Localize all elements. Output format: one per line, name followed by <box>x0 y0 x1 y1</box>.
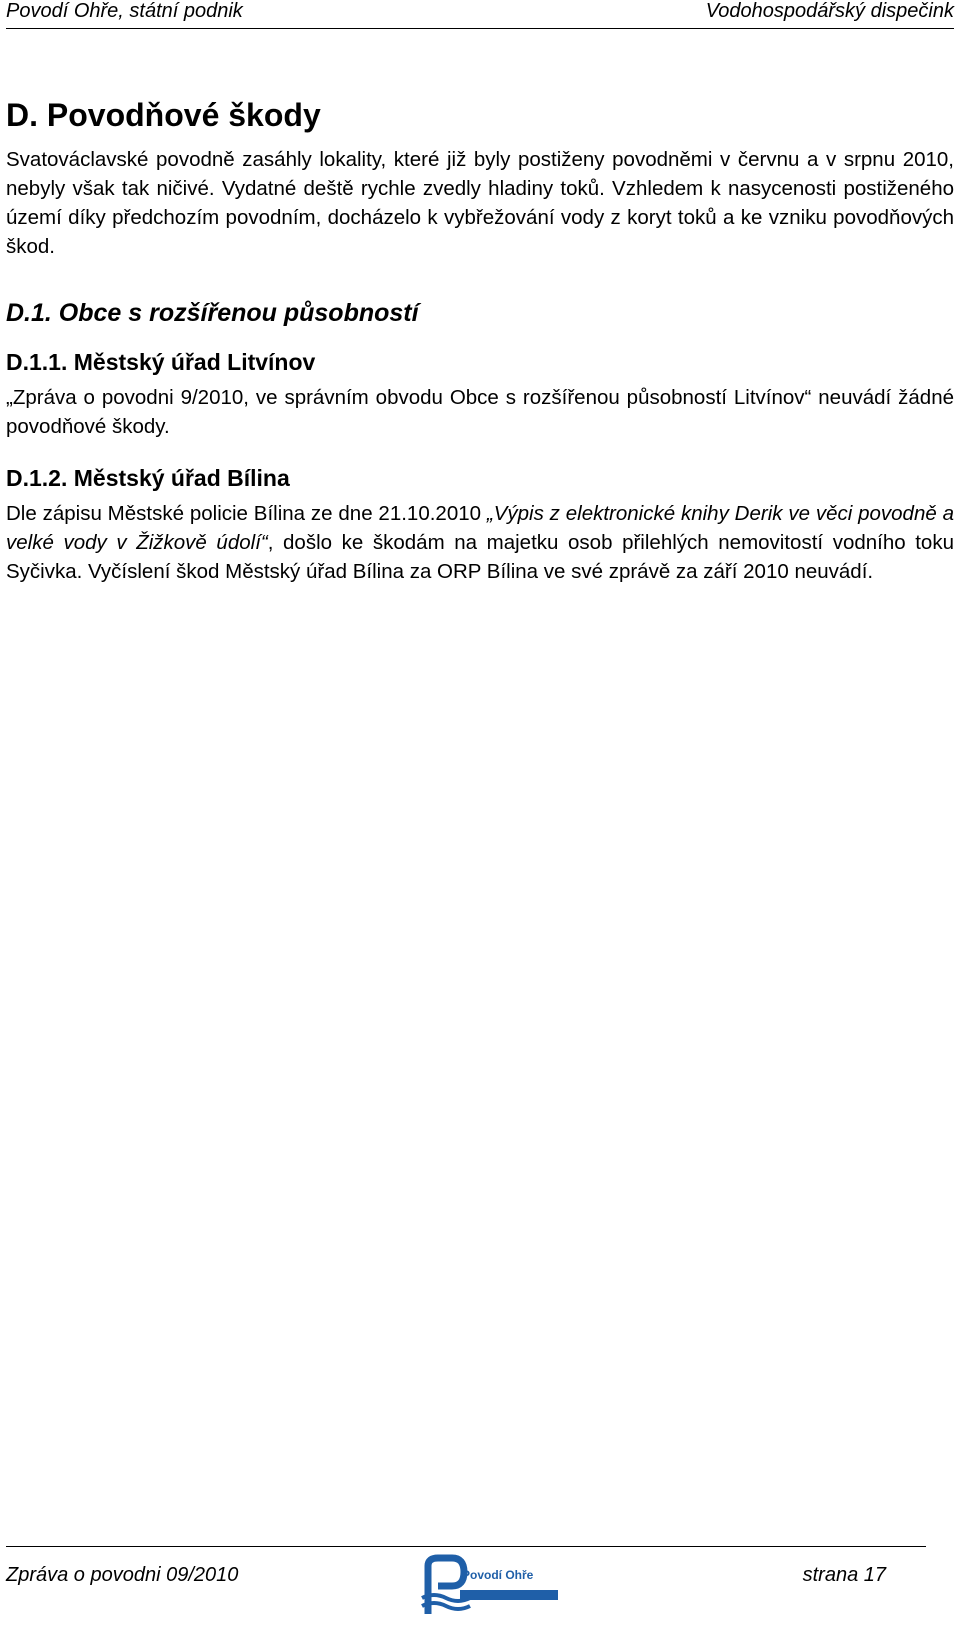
section-title: D. Povodňové škody <box>6 97 321 133</box>
section-intro: Svatováclavské povodně zasáhly lokality, které již byly postiženy povodněmi v červnu a v srpnu 2010, nebyly však tak ničivé. Vydatné deště rychle zvedly hladiny toků. Vzhledem k nasycenosti postiženého území díky předchozím povodním, docházelo k vybřežování vody z koryt toků a ke vzniku povodňových škod. <box>6 148 954 258</box>
subsection-title: D.1. Obce s rozšířenou působností <box>6 299 419 327</box>
item-text-bilina-start: Dle zápisu Městské policie Bílina ze dne 21.10.2010 <box>6 502 487 525</box>
header-department: Vodohospodářský dispečink <box>705 0 954 22</box>
footer-rule <box>6 1546 926 1547</box>
item-text-bilina-end: , došlo ke škodám na majetku osob přilehlých nemovitostí vodního toku Syčivka. Vyčíslení škod Městský úřad Bílina za ORP Bílina ve své zprávě za září 2010 neuvádí. <box>6 531 954 583</box>
page-content <box>6 95 954 586</box>
page-header <box>6 0 954 29</box>
item-text-bilina-citation: „Výpis z elektronické knihy Derik ve věci povodně a velké vody v Žižkově údolí“ <box>6 502 954 554</box>
item-title-litvinov: D.1.1. Městský úřad Litvínov <box>6 349 316 375</box>
item-text-litvinov: „Zpráva o povodni 9/2010, ve správním obvodu Obce s rozšířenou působností Litvínov“ neuvádí žádné povodňové škody. <box>6 386 954 438</box>
organization-logo <box>418 1552 558 1620</box>
footer-page-number: strana 17 <box>802 1564 886 1586</box>
footer-report-title: Zpráva o povodni 09/2010 <box>6 1564 239 1586</box>
page-footer <box>6 1546 926 1626</box>
item-title-bilina: D.1.2. Městský úřad Bílina <box>6 465 290 491</box>
logo-text: Povodí Ohře <box>462 1568 534 1582</box>
logo-bar <box>460 1590 558 1600</box>
header-organization: Povodí Ohře, státní podnik <box>6 0 243 22</box>
item-text-bilina <box>6 499 954 586</box>
povodi-ohre-logo-icon <box>418 1552 478 1620</box>
